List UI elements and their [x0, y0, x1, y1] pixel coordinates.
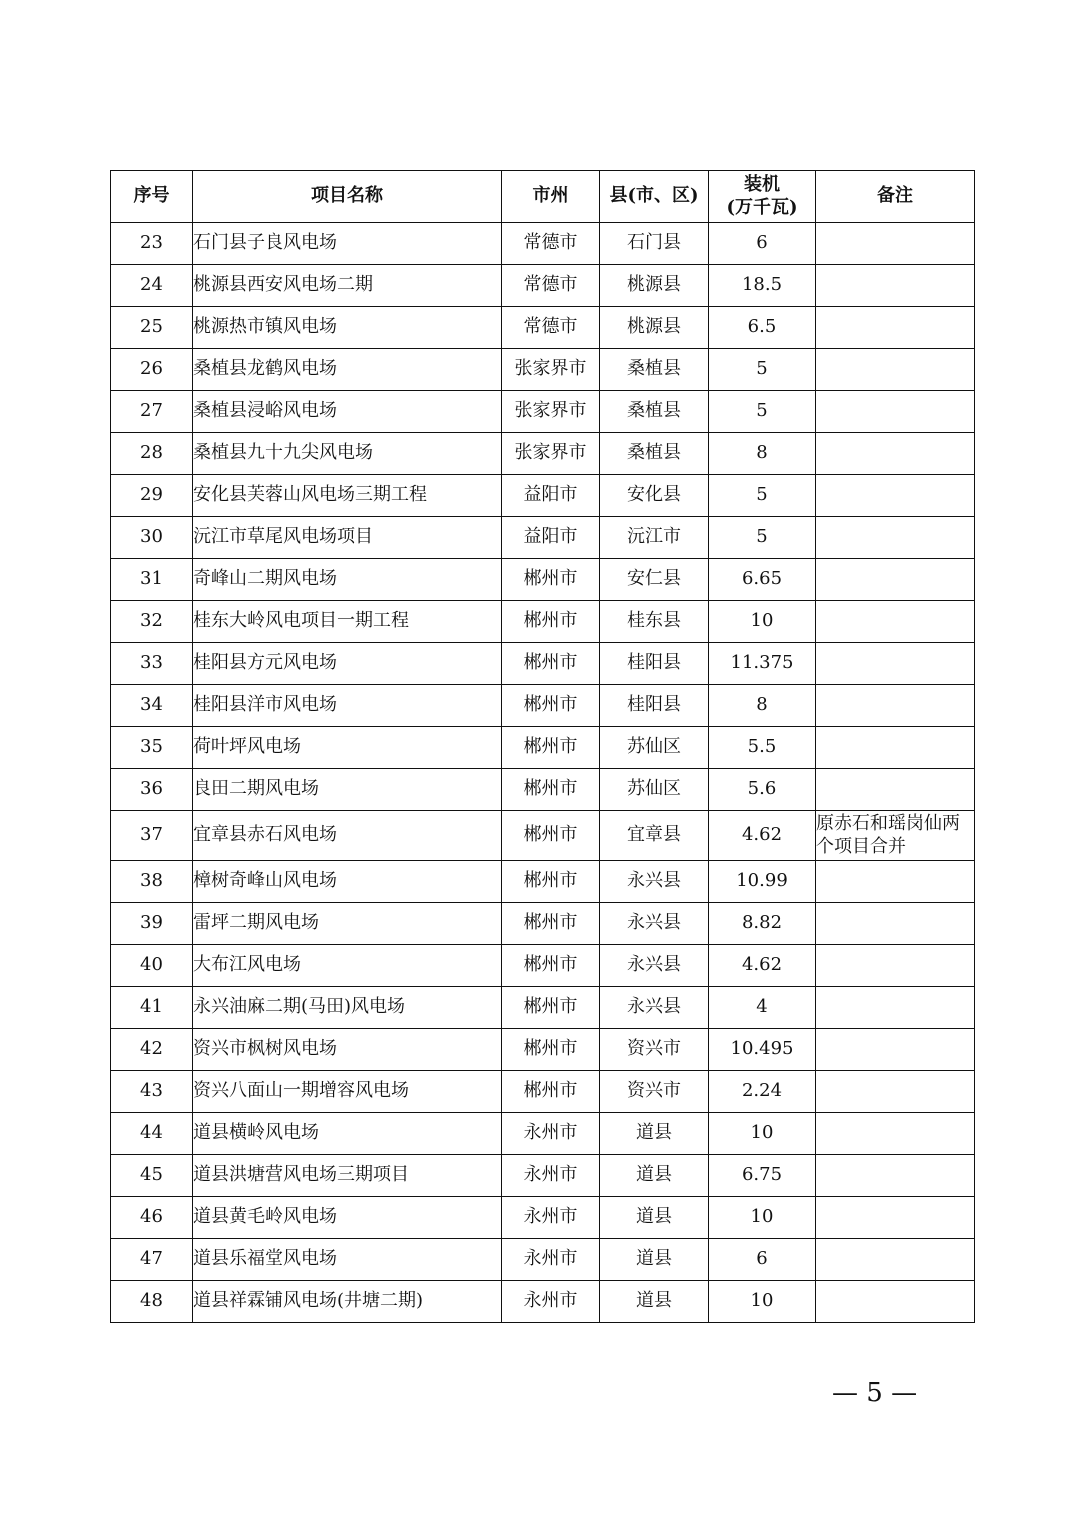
- table-row: [111, 475, 975, 517]
- cell-project-name: 石门县子良风电场: [193, 223, 502, 265]
- table-row: [111, 307, 975, 349]
- cell-city: 郴州市: [502, 643, 600, 685]
- cell-project-name: 桑植县龙鹤风电场: [193, 349, 502, 391]
- cell-county: 桂阳县: [600, 643, 709, 685]
- cell-capacity: 18.5: [709, 265, 816, 307]
- project-table: [110, 170, 975, 1323]
- cell-project-name: 樟树奇峰山风电场: [193, 861, 502, 903]
- cell-city: 郴州市: [502, 987, 600, 1029]
- cell-index: 47: [111, 1239, 193, 1281]
- cell-city: 郴州市: [502, 685, 600, 727]
- cell-capacity: 4: [709, 987, 816, 1029]
- cell-capacity: 6.65: [709, 559, 816, 601]
- cell-county: 道县: [600, 1155, 709, 1197]
- cell-county: 资兴市: [600, 1029, 709, 1071]
- header-capacity: [709, 171, 816, 223]
- cell-note: [816, 1281, 975, 1323]
- header-note: 备注: [816, 171, 975, 223]
- cell-capacity: 11.375: [709, 643, 816, 685]
- cell-county: 资兴市: [600, 1071, 709, 1113]
- cell-project-name: 桃源县西安风电场二期: [193, 265, 502, 307]
- cell-note: [816, 391, 975, 433]
- cell-project-name: 桃源热市镇风电场: [193, 307, 502, 349]
- cell-index: 43: [111, 1071, 193, 1113]
- cell-county: 桑植县: [600, 433, 709, 475]
- header-capacity-line2: (万千瓦): [726, 196, 798, 218]
- cell-index: 41: [111, 987, 193, 1029]
- cell-project-name: 沅江市草尾风电场项目: [193, 517, 502, 559]
- cell-project-name: 永兴油麻二期(马田)风电场: [193, 987, 502, 1029]
- cell-county: 桑植县: [600, 391, 709, 433]
- cell-capacity: 10: [709, 1113, 816, 1155]
- cell-capacity: 5: [709, 349, 816, 391]
- cell-project-name: 道县横岭风电场: [193, 1113, 502, 1155]
- cell-note: [816, 223, 975, 265]
- cell-note: [816, 1239, 975, 1281]
- header-capacity-line1: 装机: [744, 174, 780, 195]
- cell-index: 33: [111, 643, 193, 685]
- table-row: [111, 1197, 975, 1239]
- cell-city: 郴州市: [502, 861, 600, 903]
- cell-project-name: 桑植县浸峪风电场: [193, 391, 502, 433]
- cell-capacity: 6.5: [709, 307, 816, 349]
- cell-capacity: 6: [709, 1239, 816, 1281]
- cell-project-name: 资兴八面山一期增容风电场: [193, 1071, 502, 1113]
- cell-city: 永州市: [502, 1281, 600, 1323]
- cell-county: 桂阳县: [600, 685, 709, 727]
- cell-index: 36: [111, 769, 193, 811]
- table-row: [111, 769, 975, 811]
- table-row: [111, 1239, 975, 1281]
- cell-county: 道县: [600, 1197, 709, 1239]
- table-row: [111, 945, 975, 987]
- cell-city: 郴州市: [502, 945, 600, 987]
- cell-capacity: 6: [709, 223, 816, 265]
- cell-note: [816, 861, 975, 903]
- table-row: [111, 987, 975, 1029]
- cell-project-name: 道县祥霖铺风电场(井塘二期): [193, 1281, 502, 1323]
- cell-county: 道县: [600, 1239, 709, 1281]
- cell-note: [816, 475, 975, 517]
- table-row: [111, 1071, 975, 1113]
- cell-capacity: 10.495: [709, 1029, 816, 1071]
- cell-county: 永兴县: [600, 945, 709, 987]
- cell-note: [816, 433, 975, 475]
- table-row: [111, 349, 975, 391]
- cell-index: 24: [111, 265, 193, 307]
- cell-county: 石门县: [600, 223, 709, 265]
- cell-city: 郴州市: [502, 559, 600, 601]
- cell-capacity: 10: [709, 1281, 816, 1323]
- table-row: [111, 517, 975, 559]
- table-row: [111, 727, 975, 769]
- cell-index: 28: [111, 433, 193, 475]
- cell-county: 永兴县: [600, 861, 709, 903]
- cell-project-name: 荷叶坪风电场: [193, 727, 502, 769]
- cell-project-name: 安化县芙蓉山风电场三期工程: [193, 475, 502, 517]
- cell-capacity: 8.82: [709, 903, 816, 945]
- cell-county: 桃源县: [600, 307, 709, 349]
- cell-note: [816, 601, 975, 643]
- cell-city: 郴州市: [502, 903, 600, 945]
- cell-capacity: 8: [709, 685, 816, 727]
- table-row: [111, 1113, 975, 1155]
- table-row: [111, 433, 975, 475]
- cell-note: [816, 769, 975, 811]
- cell-index: 34: [111, 685, 193, 727]
- cell-city: 永州市: [502, 1197, 600, 1239]
- header-city: 市州: [502, 171, 600, 223]
- cell-city: 郴州市: [502, 727, 600, 769]
- cell-project-name: 桂东大岭风电项目一期工程: [193, 601, 502, 643]
- cell-capacity: 2.24: [709, 1071, 816, 1113]
- cell-county: 永兴县: [600, 903, 709, 945]
- cell-county: 安化县: [600, 475, 709, 517]
- cell-city: 永州市: [502, 1239, 600, 1281]
- cell-index: 38: [111, 861, 193, 903]
- cell-city: 常德市: [502, 265, 600, 307]
- cell-project-name: 雷坪二期风电场: [193, 903, 502, 945]
- cell-capacity: 5: [709, 517, 816, 559]
- cell-index: 44: [111, 1113, 193, 1155]
- cell-city: 郴州市: [502, 601, 600, 643]
- cell-note: [816, 1155, 975, 1197]
- cell-capacity: 5.6: [709, 769, 816, 811]
- cell-city: 永州市: [502, 1113, 600, 1155]
- cell-city: 益阳市: [502, 517, 600, 559]
- cell-city: 张家界市: [502, 349, 600, 391]
- cell-note: [816, 1113, 975, 1155]
- cell-note: [816, 307, 975, 349]
- table-row: [111, 1155, 975, 1197]
- cell-project-name: 资兴市枫树风电场: [193, 1029, 502, 1071]
- table-row: [111, 265, 975, 307]
- cell-index: 27: [111, 391, 193, 433]
- cell-index: 35: [111, 727, 193, 769]
- cell-index: 42: [111, 1029, 193, 1071]
- cell-capacity: 5: [709, 475, 816, 517]
- cell-county: 道县: [600, 1281, 709, 1323]
- cell-capacity: 6.75: [709, 1155, 816, 1197]
- cell-project-name: 大布江风电场: [193, 945, 502, 987]
- table-row: [111, 1281, 975, 1323]
- cell-index: 25: [111, 307, 193, 349]
- table-row: [111, 685, 975, 727]
- cell-city: 郴州市: [502, 811, 600, 861]
- cell-project-name: 桂阳县方元风电场: [193, 643, 502, 685]
- cell-city: 常德市: [502, 307, 600, 349]
- cell-index: 30: [111, 517, 193, 559]
- cell-note: [816, 643, 975, 685]
- cell-note: [816, 945, 975, 987]
- table-row: [111, 643, 975, 685]
- cell-city: 郴州市: [502, 1071, 600, 1113]
- cell-note: [816, 727, 975, 769]
- table-row: [111, 391, 975, 433]
- cell-city: 常德市: [502, 223, 600, 265]
- cell-index: 32: [111, 601, 193, 643]
- cell-capacity: 4.62: [709, 945, 816, 987]
- cell-county: 沅江市: [600, 517, 709, 559]
- cell-county: 宜章县: [600, 811, 709, 861]
- table-row: [111, 811, 975, 861]
- cell-project-name: 桂阳县洋市风电场: [193, 685, 502, 727]
- cell-capacity: 10: [709, 1197, 816, 1239]
- cell-note: [816, 1029, 975, 1071]
- cell-capacity: 10.99: [709, 861, 816, 903]
- cell-county: 桂东县: [600, 601, 709, 643]
- cell-note: [816, 265, 975, 307]
- header-project-name: 项目名称: [193, 171, 502, 223]
- cell-index: 39: [111, 903, 193, 945]
- cell-county: 道县: [600, 1113, 709, 1155]
- cell-county: 永兴县: [600, 987, 709, 1029]
- cell-index: 31: [111, 559, 193, 601]
- cell-capacity: 5: [709, 391, 816, 433]
- table-header-row: [111, 171, 975, 223]
- table-row: [111, 601, 975, 643]
- table-row: [111, 861, 975, 903]
- cell-county: 苏仙区: [600, 769, 709, 811]
- table-row: [111, 559, 975, 601]
- cell-city: 张家界市: [502, 391, 600, 433]
- cell-note: [816, 987, 975, 1029]
- cell-project-name: 桑植县九十九尖风电场: [193, 433, 502, 475]
- cell-note: [816, 1197, 975, 1239]
- cell-county: 苏仙区: [600, 727, 709, 769]
- cell-capacity: 10: [709, 601, 816, 643]
- cell-county: 桑植县: [600, 349, 709, 391]
- table-row: [111, 1029, 975, 1071]
- cell-project-name: 道县洪塘营风电场三期项目: [193, 1155, 502, 1197]
- cell-note: [816, 1071, 975, 1113]
- cell-city: 张家界市: [502, 433, 600, 475]
- cell-index: 37: [111, 811, 193, 861]
- cell-note: [816, 559, 975, 601]
- cell-project-name: 良田二期风电场: [193, 769, 502, 811]
- page-number: — 5 —: [832, 1378, 918, 1408]
- cell-city: 益阳市: [502, 475, 600, 517]
- table-row: [111, 223, 975, 265]
- cell-city: 永州市: [502, 1155, 600, 1197]
- cell-note: 原赤石和瑶岗仙两个项目合并: [816, 811, 975, 861]
- cell-project-name: 道县乐福堂风电场: [193, 1239, 502, 1281]
- cell-index: 23: [111, 223, 193, 265]
- cell-city: 郴州市: [502, 769, 600, 811]
- table-body: [111, 223, 975, 1323]
- cell-index: 26: [111, 349, 193, 391]
- cell-index: 45: [111, 1155, 193, 1197]
- cell-project-name: 奇峰山二期风电场: [193, 559, 502, 601]
- cell-county: 安仁县: [600, 559, 709, 601]
- cell-note: [816, 903, 975, 945]
- cell-capacity: 8: [709, 433, 816, 475]
- table-row: [111, 903, 975, 945]
- cell-project-name: 宜章县赤石风电场: [193, 811, 502, 861]
- cell-project-name: 道县黄毛岭风电场: [193, 1197, 502, 1239]
- cell-capacity: 4.62: [709, 811, 816, 861]
- cell-county: 桃源县: [600, 265, 709, 307]
- cell-note: [816, 349, 975, 391]
- cell-index: 29: [111, 475, 193, 517]
- header-index: 序号: [111, 171, 193, 223]
- cell-index: 46: [111, 1197, 193, 1239]
- cell-note: [816, 517, 975, 559]
- cell-index: 40: [111, 945, 193, 987]
- cell-city: 郴州市: [502, 1029, 600, 1071]
- header-county: 县(市、区): [600, 171, 709, 223]
- cell-index: 48: [111, 1281, 193, 1323]
- cell-capacity: 5.5: [709, 727, 816, 769]
- cell-note: [816, 685, 975, 727]
